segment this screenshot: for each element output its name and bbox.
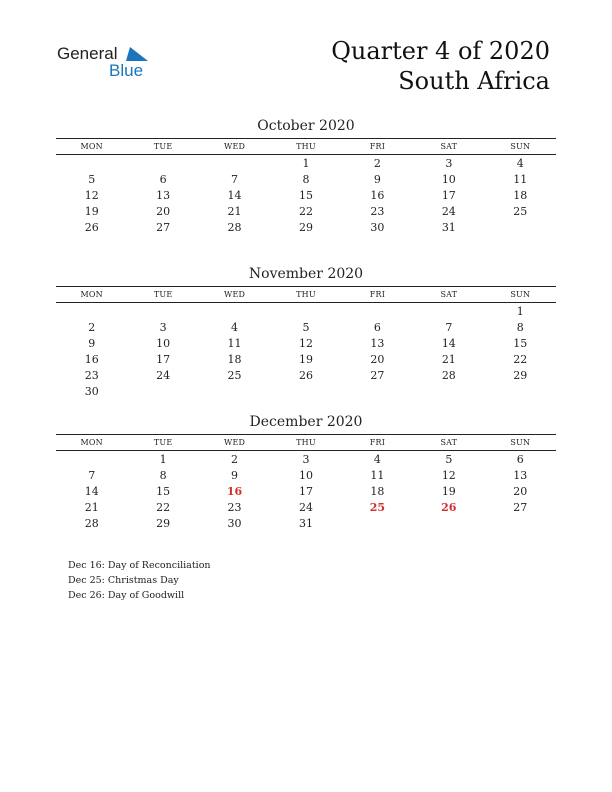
day-cell: 9 (231, 469, 239, 482)
week-row (56, 500, 556, 516)
day-cell (342, 516, 413, 532)
day-cell: 28 (84, 517, 99, 530)
week-row (56, 172, 556, 188)
day-cell: 27 (513, 501, 528, 514)
week-row (56, 484, 556, 500)
day-cell: 17 (441, 189, 456, 202)
day-cell: 4 (231, 321, 239, 334)
day-cell: 30 (370, 221, 385, 234)
week-row (56, 320, 556, 336)
day-cell (127, 304, 198, 320)
weekday-label: SAT (440, 438, 458, 447)
day-cell (485, 516, 556, 532)
day-cell: 20 (513, 485, 528, 498)
day-cell: 12 (84, 189, 99, 202)
day-cell (199, 384, 270, 400)
week-row (56, 452, 556, 468)
generalblue-logo (57, 44, 157, 84)
day-cell: 29 (513, 369, 528, 382)
day-cell: 7 (231, 173, 239, 186)
day-cell: 9 (373, 173, 381, 186)
day-cell: 29 (298, 221, 313, 234)
week-row (56, 516, 556, 532)
day-cell: 27 (156, 221, 171, 234)
month-rule (56, 434, 556, 435)
weekday-label: SAT (440, 290, 458, 299)
day-cell: 10 (441, 173, 456, 186)
day-cell: 8 (516, 321, 524, 334)
day-cell: 20 (156, 205, 171, 218)
weekday-label: WED (224, 142, 246, 151)
weekday-header (56, 436, 556, 451)
day-cell (127, 156, 198, 172)
day-cell (485, 384, 556, 400)
weekday-header (56, 140, 556, 155)
logo-flag-icon (126, 47, 148, 61)
day-cell: 31 (441, 221, 456, 234)
week-row (56, 384, 556, 400)
day-cell: 12 (298, 337, 313, 350)
month-title: November 2020 (248, 266, 364, 282)
day-cell: 21 (441, 353, 456, 366)
weekday-header (56, 288, 556, 303)
week-row (56, 368, 556, 384)
day-cell: 19 (298, 353, 313, 366)
month-november (56, 265, 556, 400)
day-cell: 28 (227, 221, 242, 234)
day-cell: 1 (302, 157, 310, 170)
month-weeks (56, 156, 556, 236)
title-quarter: Quarter 4 of 2020 (331, 37, 550, 65)
weekday-label: THU (296, 290, 316, 299)
weekday-label: THU (296, 438, 316, 447)
day-cell: 15 (298, 189, 313, 202)
day-cell: 16 (226, 485, 243, 498)
day-cell: 16 (370, 189, 385, 202)
month-rule (56, 138, 556, 139)
day-cell: 19 (441, 485, 456, 498)
day-cell: 5 (302, 321, 310, 334)
day-cell: 13 (370, 337, 385, 350)
day-cell: 26 (441, 501, 457, 514)
weekday-label: TUE (153, 438, 173, 447)
day-cell (413, 304, 484, 320)
day-cell: 3 (302, 453, 310, 466)
day-cell: 31 (298, 517, 313, 530)
logo-text-blue: Blue (109, 61, 144, 80)
month-title: December 2020 (249, 414, 363, 430)
day-cell (485, 220, 556, 236)
week-row (56, 468, 556, 484)
day-cell: 3 (159, 321, 167, 334)
day-cell: 9 (88, 337, 96, 350)
day-cell: 18 (370, 485, 385, 498)
day-cell: 10 (156, 337, 171, 350)
day-cell (413, 384, 484, 400)
day-cell: 22 (298, 205, 313, 218)
weekday-label: WED (224, 290, 246, 299)
logo-text-general: General (57, 44, 118, 63)
month-december (56, 413, 556, 532)
weekday-label: WED (224, 438, 246, 447)
day-cell (413, 516, 484, 532)
day-cell: 24 (156, 369, 171, 382)
day-cell: 5 (445, 453, 453, 466)
week-row (56, 220, 556, 236)
page-title (331, 36, 550, 96)
week-row (56, 188, 556, 204)
day-cell: 23 (84, 369, 99, 382)
day-cell: 19 (84, 205, 99, 218)
weekday-label: SAT (440, 142, 458, 151)
day-cell (56, 304, 127, 320)
day-cell (342, 384, 413, 400)
day-cell: 16 (84, 353, 99, 366)
day-cell: 30 (84, 385, 99, 398)
day-cell: 21 (227, 205, 242, 218)
day-cell: 25 (227, 369, 242, 382)
day-cell: 13 (156, 189, 171, 202)
day-cell: 7 (88, 469, 96, 482)
week-row (56, 352, 556, 368)
day-cell: 10 (298, 469, 313, 482)
day-cell (56, 156, 127, 172)
day-cell: 4 (373, 453, 381, 466)
holiday-note: Dec 16: Day of Reconciliation (68, 560, 211, 571)
weekday-label: FRI (369, 142, 386, 151)
day-cell (56, 452, 127, 468)
week-row (56, 156, 556, 172)
day-cell: 28 (441, 369, 456, 382)
day-cell: 24 (298, 501, 313, 514)
day-cell: 30 (227, 517, 242, 530)
day-cell: 22 (513, 353, 528, 366)
weekday-label: THU (296, 142, 316, 151)
month-rule (56, 286, 556, 287)
month-weeks (56, 452, 556, 532)
day-cell (342, 304, 413, 320)
weekday-label: SUN (510, 142, 531, 151)
day-cell: 5 (88, 173, 96, 186)
holiday-notes (68, 558, 211, 603)
day-cell (270, 384, 341, 400)
month-weeks (56, 304, 556, 400)
weekday-label: SUN (510, 438, 531, 447)
day-cell: 17 (156, 353, 171, 366)
day-cell: 15 (156, 485, 171, 498)
week-row (56, 304, 556, 320)
day-cell: 14 (441, 337, 456, 350)
day-cell: 12 (441, 469, 456, 482)
title-country: South Africa (398, 67, 550, 95)
day-cell: 17 (298, 485, 313, 498)
day-cell: 6 (373, 321, 381, 334)
weekday-label: FRI (369, 438, 386, 447)
weekday-label: MON (80, 290, 103, 299)
day-cell: 2 (373, 157, 381, 170)
day-cell (199, 304, 270, 320)
day-cell: 2 (88, 321, 96, 334)
week-row (56, 204, 556, 220)
day-cell: 13 (513, 469, 528, 482)
day-cell: 23 (370, 205, 385, 218)
day-cell: 21 (84, 501, 99, 514)
day-cell: 20 (370, 353, 385, 366)
day-cell: 14 (84, 485, 99, 498)
week-row (56, 336, 556, 352)
day-cell: 11 (513, 173, 528, 186)
day-cell: 27 (370, 369, 385, 382)
day-cell: 6 (159, 173, 167, 186)
day-cell: 22 (156, 501, 171, 514)
weekday-label: TUE (153, 290, 173, 299)
month-title: October 2020 (257, 118, 355, 134)
day-cell: 15 (513, 337, 528, 350)
weekday-label: MON (80, 142, 103, 151)
day-cell: 14 (227, 189, 242, 202)
day-cell (127, 384, 198, 400)
weekday-label: SUN (510, 290, 531, 299)
day-cell: 11 (370, 469, 385, 482)
holiday-note: Dec 26: Day of Goodwill (68, 590, 185, 601)
day-cell (199, 156, 270, 172)
day-cell: 8 (159, 469, 167, 482)
day-cell: 6 (516, 453, 524, 466)
weekday-label: TUE (153, 142, 173, 151)
day-cell: 26 (298, 369, 313, 382)
month-october (56, 117, 556, 236)
day-cell: 1 (516, 305, 524, 318)
day-cell: 24 (441, 205, 456, 218)
day-cell: 18 (513, 189, 528, 202)
day-cell: 25 (513, 205, 528, 218)
day-cell: 29 (156, 517, 171, 530)
day-cell: 23 (227, 501, 242, 514)
day-cell: 7 (445, 321, 453, 334)
day-cell: 25 (369, 501, 386, 514)
weekday-label: FRI (369, 290, 386, 299)
day-cell: 11 (227, 337, 242, 350)
weekday-label: MON (80, 438, 103, 447)
day-cell: 2 (231, 453, 239, 466)
day-cell (270, 304, 341, 320)
day-cell: 8 (302, 173, 310, 186)
day-cell: 1 (159, 453, 167, 466)
day-cell: 26 (84, 221, 99, 234)
holiday-note: Dec 25: Christmas Day (68, 575, 179, 586)
day-cell: 4 (516, 157, 524, 170)
day-cell: 3 (445, 157, 453, 170)
day-cell: 18 (227, 353, 242, 366)
